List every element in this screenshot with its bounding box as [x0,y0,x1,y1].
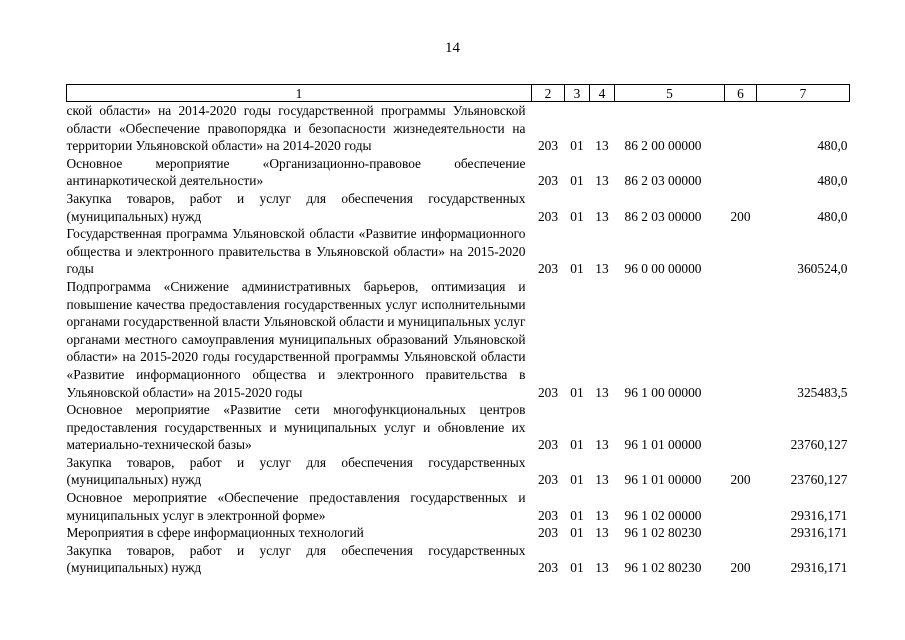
row-subsection: 13 [595,261,609,277]
row-subsection: 13 [595,138,609,154]
row-section: 01 [570,208,584,224]
row-name: Мероприятия в сфере информационных технологий [66,525,364,541]
row-name: Закупка товаров, работ и услуг для обеспечения государственных (муниципальных) нужд [66,190,526,224]
row-section: 01 [570,138,584,154]
row-section: 01 [570,560,584,576]
row-target-article: 96 1 01 00000 [624,472,702,488]
row-target-article: 96 1 02 00000 [624,507,702,523]
row-code-admin: 203 [537,208,559,224]
row-expense-type [725,225,757,278]
row-code-admin: 203 [537,173,559,189]
row-target-article: 96 1 02 80230 [624,560,702,576]
row-target-article: 96 1 00 00000 [624,384,702,400]
row-section: 01 [570,525,584,541]
row-subsection: 13 [595,384,609,400]
table-row [67,542,850,577]
row-section: 01 [570,173,584,189]
row-code-admin: 203 [537,384,559,400]
header-col-2: 2 [532,85,565,102]
row-amount: 29316,171 [790,525,848,541]
row-section: 01 [570,437,584,453]
row-section: 01 [570,261,584,277]
row-expense-type [725,401,757,454]
row-target-article: 86 2 03 00000 [624,208,702,224]
row-expense-type [725,524,757,542]
row-code-admin: 203 [537,472,559,488]
row-name: Основное мероприятие «Обеспечение предоставления государственных и муниципальных услуг в электронной форме» [66,490,526,523]
row-name: ской области» на 2014-2020 годы государственной программы Ульяновской области «Обеспечение правопорядка и безопасности жизнедеятельности на территории Ульяновской области» на 2014-2020 годы [66,103,526,154]
row-expense-type [725,278,757,401]
row-code-admin: 203 [537,437,559,453]
row-code-admin: 203 [537,138,559,154]
row-expense-type [725,102,757,155]
row-expense-type: 200 [730,560,751,576]
row-code-admin: 203 [537,525,559,541]
row-amount: 480,0 [817,173,848,189]
row-target-article: 96 1 02 80230 [624,525,702,541]
table-row [67,155,850,190]
table-row [67,102,850,155]
row-amount: 29316,171 [790,507,848,523]
table-row [67,278,850,401]
row-amount: 325483,5 [797,384,848,400]
budget-table [66,84,850,577]
header-col-3: 3 [565,85,590,102]
row-target-article: 86 2 00 00000 [624,138,702,154]
row-amount: 23760,127 [790,437,848,453]
header-col-7: 7 [757,85,850,102]
row-expense-type [725,489,757,524]
row-subsection: 13 [595,507,609,523]
row-name: Закупка товаров, работ и услуг для обеспечения государственных (муниципальных) нужд [66,454,526,488]
table-body [67,102,850,578]
row-subsection: 13 [595,560,609,576]
row-code-admin: 203 [537,507,559,523]
table-row [67,454,850,489]
row-name: Закупка товаров, работ и услуг для обеспечения государственных (муниципальных) нужд [66,542,526,576]
table-row [67,524,850,542]
row-subsection: 13 [595,208,609,224]
table-row [67,401,850,454]
row-target-article: 96 1 01 00000 [624,437,702,453]
header-row [67,85,850,102]
row-target-article: 96 0 00 00000 [624,261,702,277]
row-amount: 360524,0 [797,261,848,277]
row-code-admin: 203 [537,261,559,277]
row-section: 01 [570,507,584,523]
header-col-5: 5 [615,85,725,102]
row-name: Основное мероприятие «Развитие сети многофункциональных центров предоставления государственных и муниципальных услуг и обновление их материально-технической базы» [66,402,526,453]
row-amount: 29316,171 [790,560,848,576]
table-header [67,85,850,102]
row-section: 01 [570,472,584,488]
table-row [67,225,850,278]
row-subsection: 13 [595,525,609,541]
row-expense-type: 200 [730,208,751,224]
row-subsection: 13 [595,437,609,453]
row-amount: 480,0 [817,138,848,154]
table-row [67,190,850,225]
row-name: Подпрограмма «Снижение административных барьеров, оптимизация и повышение качества предоставления государственных услуг исполнительными органами государственной власти Ульяновской области и муниципальных услуг органами местного самоуправления муниципальных образований Ульяновской области» на 2015-2020 годы государственной программы Ульяновской области «Развитие информационного общества и электронного правительства в Ульяновской области» на 2015-2020 годы [66,278,526,400]
header-col-6: 6 [725,85,757,102]
row-amount: 480,0 [817,208,848,224]
row-name: Основное мероприятие «Организационно-правовое обеспечение антинаркотической деятельности» [66,155,526,189]
row-name: Государственная программа Ульяновской области «Развитие информационного общества и электронного правительства в Ульяновской области» на 2015-2020 годы [66,226,526,277]
table-row [67,489,850,524]
row-section: 01 [570,384,584,400]
row-code-admin: 203 [537,560,559,576]
row-target-article: 86 2 03 00000 [624,173,702,189]
row-amount: 23760,127 [790,472,848,488]
page-number: 14 [445,40,460,56]
row-subsection: 13 [595,173,609,189]
row-subsection: 13 [595,472,609,488]
header-col-1: 1 [67,85,532,102]
row-expense-type: 200 [730,472,751,488]
header-col-4: 4 [590,85,615,102]
row-expense-type [725,155,757,190]
